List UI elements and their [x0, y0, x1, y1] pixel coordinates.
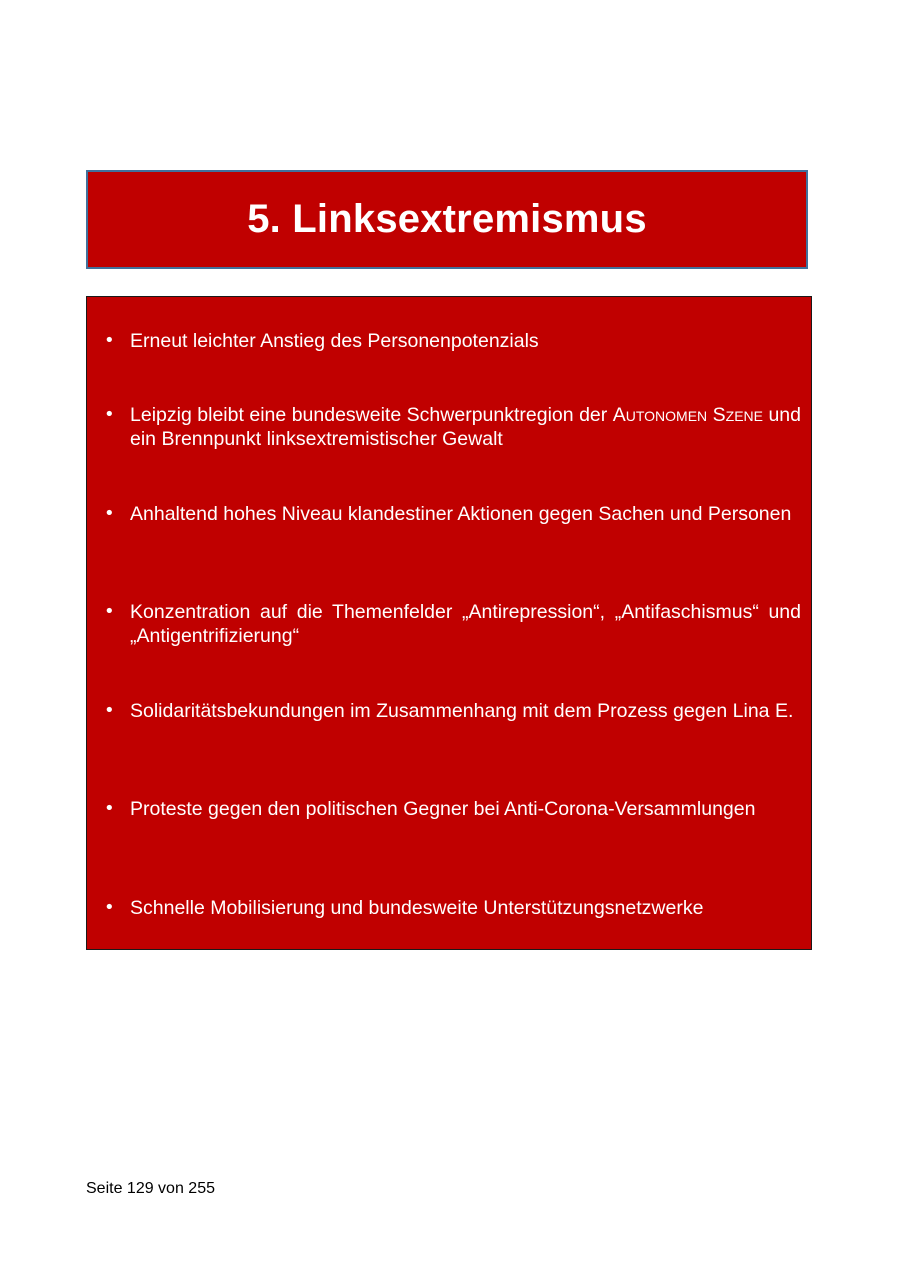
- bullet-text: Anhaltend hohes Niveau klandestiner Aktionen gegen Sachen und Personen: [130, 503, 792, 525]
- bullet-icon: •: [104, 404, 115, 425]
- bullet-icon: •: [104, 330, 115, 351]
- page-number: Seite 129 von 255: [86, 1180, 215, 1197]
- bullet-text-part: Leipzig bleibt eine bundesweite Schwerpunktregion der: [130, 404, 613, 426]
- bullet-text: Proteste gegen den politischen Gegner bei Anti-Corona-Versammlungen: [130, 798, 756, 820]
- bullet-icon: •: [104, 700, 115, 721]
- summary-box: [86, 296, 812, 950]
- bullet-text-smallcaps: Autonomen Szene: [612, 404, 763, 426]
- bullet-icon: •: [104, 798, 115, 819]
- bullet-icon: •: [104, 897, 115, 918]
- bullet-text: Schnelle Mobilisierung und bundesweite Unterstützungsnetzwerke: [130, 897, 704, 919]
- bullet-text: Konzentration auf die Themenfelder „Antirepression“, „Antifaschismus“ und „Antigentrifizierung“: [130, 601, 801, 647]
- bullet-icon: •: [104, 601, 115, 622]
- bullet-text: Erneut leichter Anstieg des Personenpotenzials: [130, 330, 539, 352]
- chapter-title-box: [86, 170, 808, 269]
- bullet-text: Solidaritätsbekundungen im Zusammenhang mit dem Prozess gegen Lina E.: [130, 700, 794, 722]
- bullet-text: [130, 403, 801, 451]
- bullet-text-part: und ein Brennpunkt linksextremistischer Gewalt: [130, 404, 801, 450]
- chapter-title: 5. Linksextremismus: [247, 197, 647, 241]
- bullet-icon: •: [104, 503, 115, 524]
